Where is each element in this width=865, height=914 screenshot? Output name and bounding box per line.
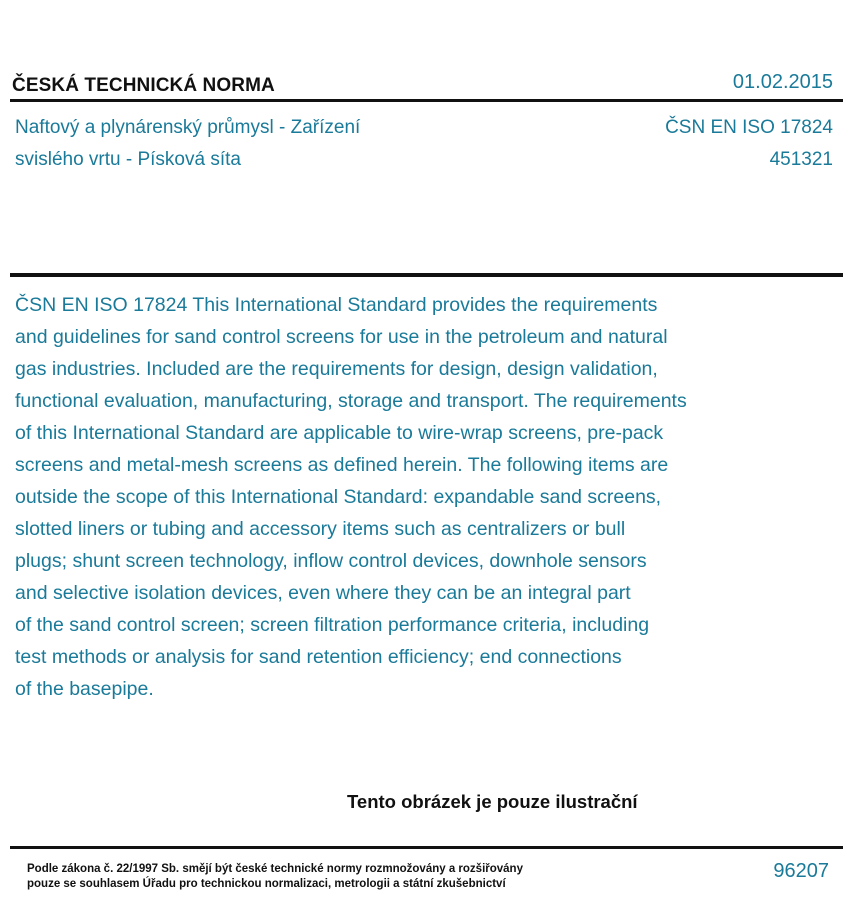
abstract-line: slotted liners or tubing and accessory items such as centralizers or bull — [15, 518, 626, 540]
classification-number: 451321 — [769, 149, 833, 170]
illustration-note: Tento obrázek je pouze ilustrační — [347, 791, 638, 812]
abstract-line: screens and metal-mesh screens as defined herein. The following items are — [15, 454, 669, 476]
standard-title-line-2: svislého vrtu - Písková síta — [15, 149, 241, 170]
abstract-line: and selective isolation devices, even where they can be an integral part — [15, 582, 631, 604]
abstract-line: outside the scope of this International Standard: expandable sand screens, — [15, 486, 662, 508]
publication-date: 01.02.2015 — [732, 71, 833, 93]
abstract-line: functional evaluation, manufacturing, storage and transport. The requirements — [15, 390, 687, 412]
abstract-line: plugs; shunt screen technology, inflow control devices, downhole sensors — [15, 550, 647, 572]
footer-legal-line: Podle zákona č. 22/1997 Sb. smějí být české technické normy rozmnožovány a rozšiřovány — [27, 863, 523, 875]
title-divider — [10, 273, 843, 277]
abstract-line: test methods or analysis for sand retention efficiency; end connections — [15, 646, 622, 668]
standard-code: ČSN EN ISO 17824 — [665, 117, 833, 138]
footer-legal-line: pouze se souhlasem Úřadu pro technickou normalizaci, metrologii a státní zkušebnictví — [27, 878, 506, 890]
footer-divider — [10, 846, 843, 849]
abstract — [15, 289, 775, 705]
abstract-line: ČSN EN ISO 17824 This International Standard provides the requirements — [15, 294, 658, 316]
footer-legal-notice — [27, 862, 523, 892]
standard-title-line-1: Naftový a plynárenský průmysl - Zařízení — [15, 117, 361, 138]
document-type-title: ČESKÁ TECHNICKÁ NORMA — [12, 75, 275, 96]
header-divider — [10, 99, 843, 102]
abstract-line: and guidelines for sand control screens for use in the petroleum and natural — [15, 326, 668, 348]
abstract-line: of the sand control screen; screen filtration performance criteria, including — [15, 614, 650, 636]
abstract-line: of this International Standard are applicable to wire-wrap screens, pre-pack — [15, 422, 664, 444]
abstract-line: gas industries. Included are the requirements for design, design validation, — [15, 358, 658, 380]
document-number: 96207 — [773, 860, 829, 882]
abstract-line: of the basepipe. — [15, 678, 154, 700]
